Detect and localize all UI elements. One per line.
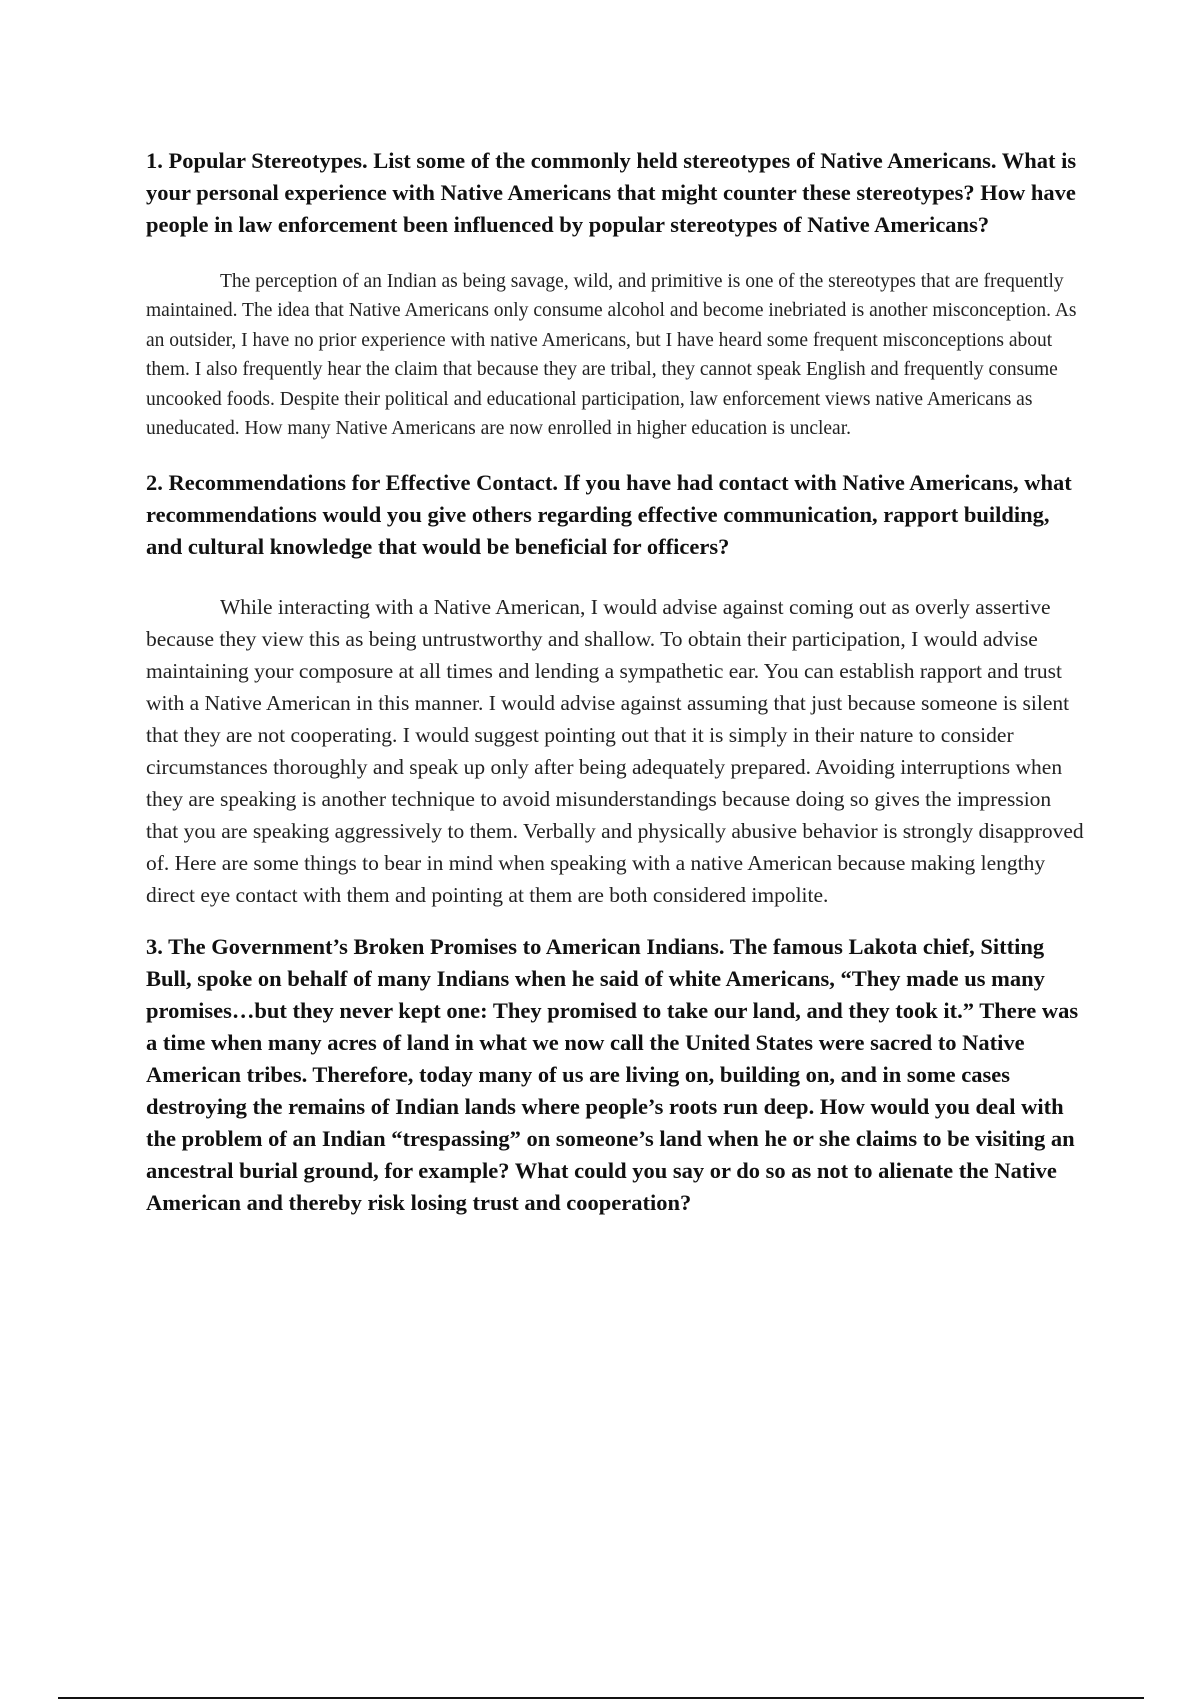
question-2-heading: 2. Recommendations for Effective Contact. If you have had contact with Native Americans, what recommendations would you give others regarding effective communication, rapport building, and cultural knowledge that would be beneficial for officers? [146,470,1072,560]
document-page [146,145,1086,1219]
answer-1-paragraph: The perception of an Indian as being savage, wild, and primitive is one of the stereotypes that are frequently maintained. The idea that Native Americans only consume alcohol and become inebriated is another misconception. As an outsider, I have no prior experience with native Americans, but I have heard some frequent misconceptions about them. I also frequently hear the claim that because they are tribal, they cannot speak English and frequently consume uncooked foods. Despite their political and educational participation, law enforcement views native Americans as uneducated. How many Native Americans are now enrolled in higher education is unclear. [146,271,1077,440]
question-1-heading: 1. Popular Stereotypes. List some of the commonly held stereotypes of Native Americans. What is your personal experience with Native Americans that might counter these stereotypes? How have people in law enforcement been influenced by popular stereotypes of Native Americans? [146,148,1077,237]
page-bottom-rule [58,1697,1144,1699]
question-3-heading: 3. The Government’s Broken Promises to American Indians. The famous Lakota chief, Sitting Bull, spoke on behalf of many Indians when he said of white Americans, “They made us many promises…but they never kept one: They promised to take our land, and they took it.” There was a time when many acres of land in what we now call the United States were sacred to Native American tribes. Therefore, today many of us are living on, building on, and in some cases destroying the remains of Indian lands where people’s roots run deep. How would you deal with the problem of an Indian “trespassing” on someone’s land when he or she claims to be visiting an ancestral burial ground, for example? What could you say or do so as not to alienate the Native American and thereby risk losing trust and cooperation? [146,934,1079,1216]
answer-2-paragraph: While interacting with a Native American, I would advise against coming out as overly assertive because they view this as being untrustworthy and shallow. To obtain their participation, I would advise maintaining your composure at all times and lending a sympathetic ear. You can establish rapport and trust with a Native American in this manner. I would advise against assuming that just because someone is silent that they are not cooperating. I would suggest pointing out that it is simply in their nature to consider circumstances thoroughly and speak up only after being adequately prepared. Avoiding interruptions when they are speaking is another technique to avoid misunderstandings because doing so gives the impression that you are speaking aggressively to them. Verbally and physically abusive behavior is strongly disapproved of. Here are some things to bear in mind when speaking with a native American because making lengthy direct eye contact with them and pointing at them are both considered impolite. [146,595,1084,908]
